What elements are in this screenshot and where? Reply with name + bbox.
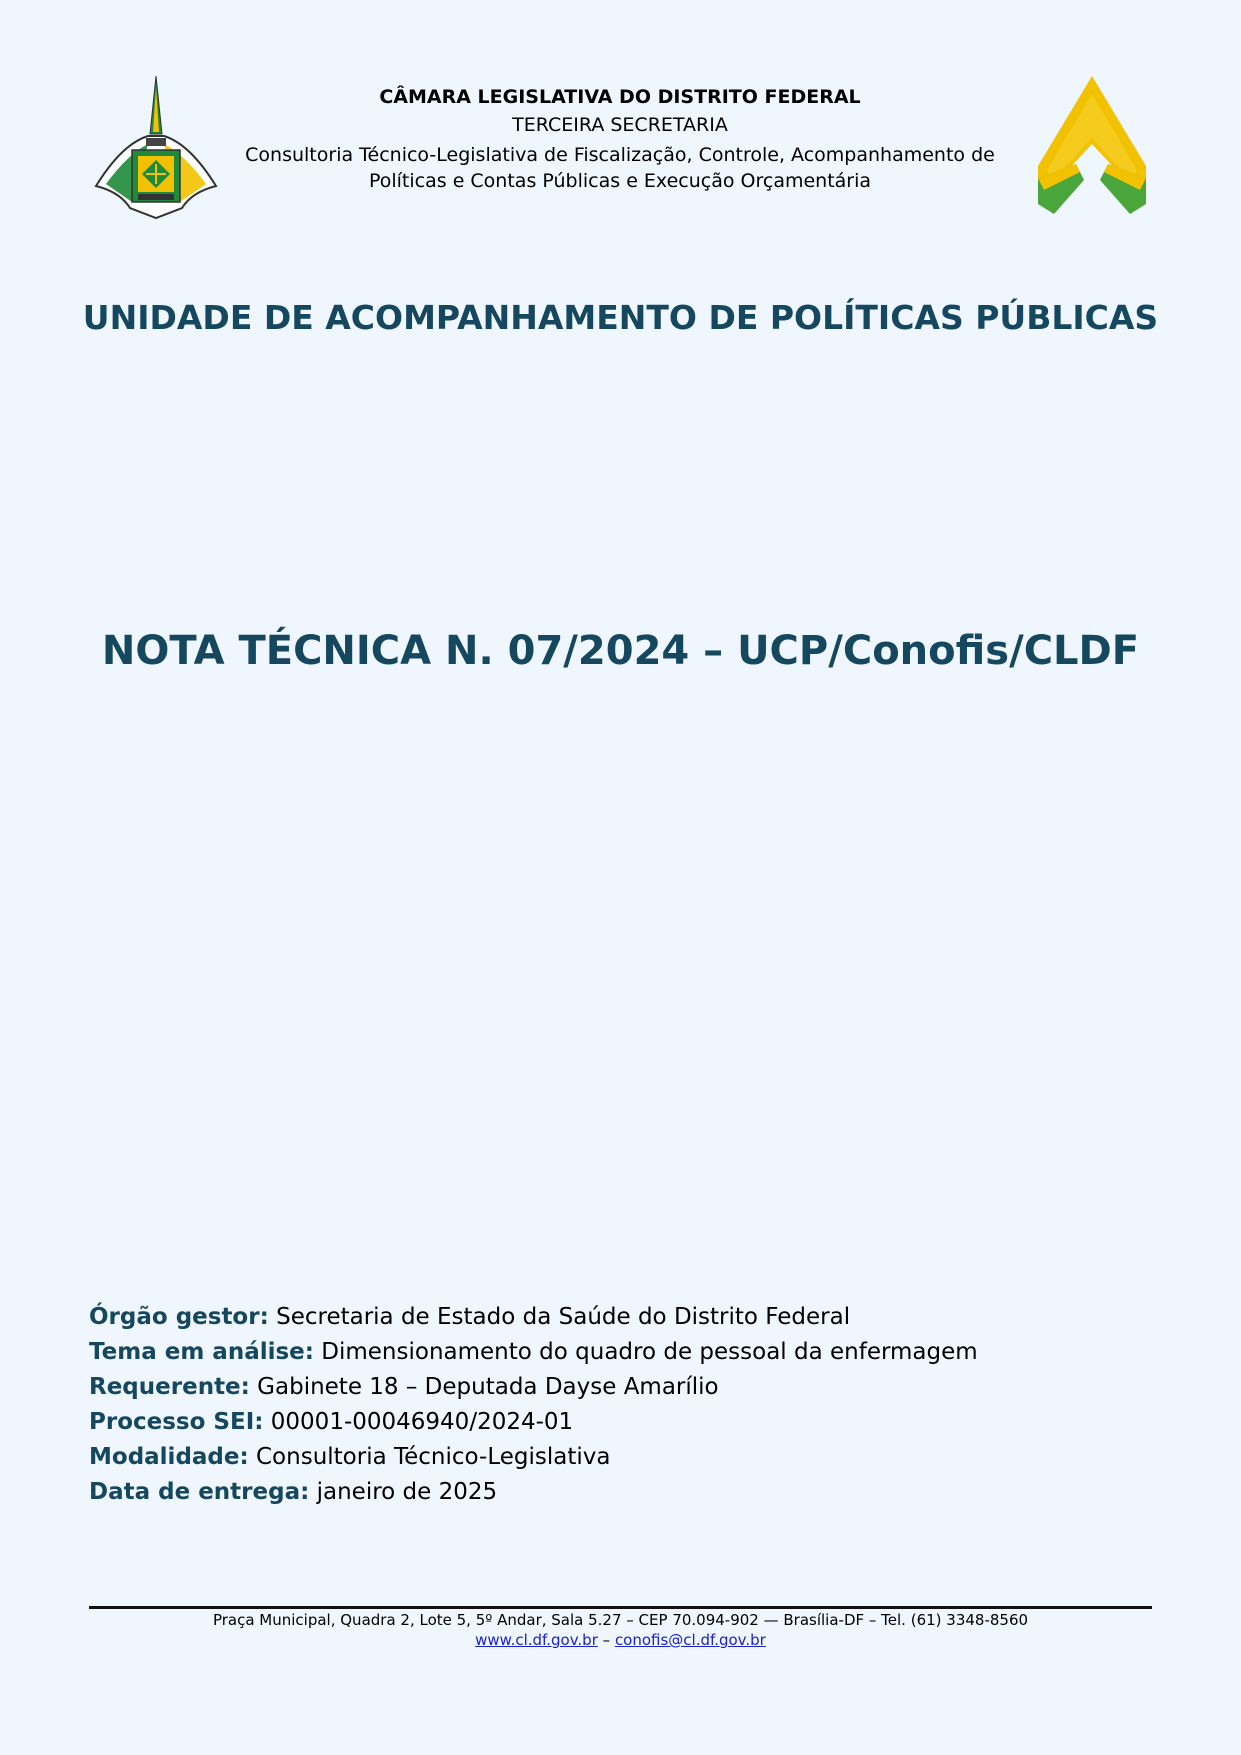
secretariat-name: TERCEIRA SECRETARIA xyxy=(512,114,728,136)
metadata-key: Tema em análise: xyxy=(89,1339,314,1365)
metadata-row-orgao xyxy=(89,1300,1149,1335)
consultancy-name xyxy=(230,142,1010,194)
metadata-row-processo xyxy=(89,1405,1149,1440)
footer-separator: – xyxy=(602,1631,611,1649)
unit-title: UNIDADE DE ACOMPANHAMENTO DE POLÍTICAS PÚBLICAS xyxy=(82,298,1159,337)
df-coat-of-arms-icon xyxy=(92,74,220,220)
metadata-key: Requerente: xyxy=(89,1374,250,1400)
footer-links xyxy=(89,1630,1152,1650)
metadata-key: Processo SEI: xyxy=(89,1409,264,1435)
metadata-row-modalidade xyxy=(89,1440,1149,1475)
consultancy-line-2: Políticas e Contas Públicas e Execução Orçamentária xyxy=(368,170,872,192)
metadata-key: Órgão gestor: xyxy=(89,1304,269,1330)
metadata-value: Gabinete 18 – Deputada Dayse Amarílio xyxy=(257,1374,719,1400)
consultancy-line-1: Consultoria Técnico-Legislativa de Fiscalização, Controle, Acompanhamento de xyxy=(245,144,995,166)
email-link[interactable]: conofis@cl.df.gov.br xyxy=(614,1631,766,1649)
metadata-value: Consultoria Técnico-Legislativa xyxy=(256,1444,611,1470)
footer-address: Praça Municipal, Quadra 2, Lote 5, 5º Andar, Sala 5.27 – CEP 70.094-902 — Brasília-DF – Tel. (61) 3348-8560 xyxy=(212,1611,1029,1629)
metadata-value: Secretaria de Estado da Saúde do Distrito Federal xyxy=(276,1304,851,1330)
metadata-key: Modalidade: xyxy=(89,1444,249,1470)
metadata-key: Data de entrega: xyxy=(89,1479,310,1505)
metadata-list xyxy=(89,1300,1149,1510)
website-link[interactable]: www.cl.df.gov.br xyxy=(475,1631,598,1649)
metadata-value: Dimensionamento do quadro de pessoal da enfermagem xyxy=(321,1339,978,1365)
metadata-value: janeiro de 2025 xyxy=(316,1479,498,1505)
footer xyxy=(89,1610,1152,1650)
metadata-row-tema xyxy=(89,1335,1149,1370)
metadata-row-data xyxy=(89,1475,1149,1510)
metadata-value: 00001-00046940/2024-01 xyxy=(270,1409,574,1435)
institution-name: CÂMARA LEGISLATIVA DO DISTRITO FEDERAL xyxy=(379,86,861,108)
document-title: NOTA TÉCNICA N. 07/2024 – UCP/Conofis/CLDF xyxy=(101,628,1140,674)
cldf-emblem-icon xyxy=(1036,74,1148,216)
footer-divider xyxy=(89,1606,1152,1609)
metadata-row-requerente xyxy=(89,1370,1149,1405)
